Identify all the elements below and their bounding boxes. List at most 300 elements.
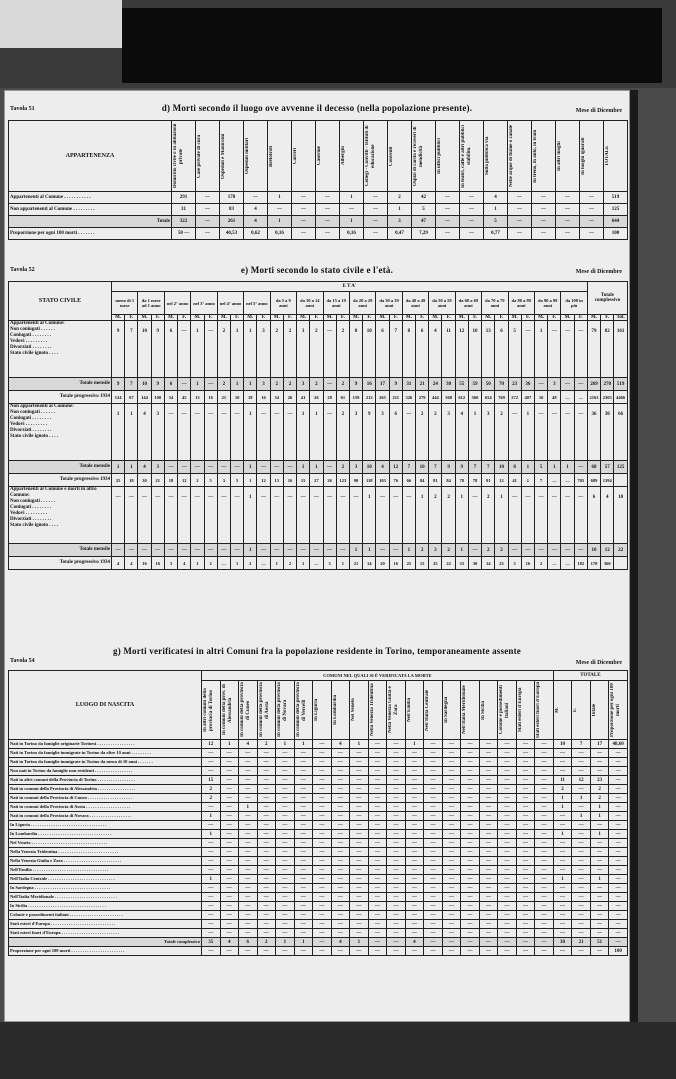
table-cell: 12 (572, 776, 591, 785)
column-header (220, 121, 244, 192)
table-cell: — (239, 866, 258, 875)
table-cell: — (553, 848, 572, 857)
table-cell: — (516, 785, 535, 794)
table-cell: 25 (112, 474, 125, 487)
table-cell: — (442, 749, 461, 758)
row-label: In Liguria . . . . . . . . . . . . . . . . . . . . . . . . . . . . . . . . . . (9, 821, 202, 830)
table-cell: — (498, 794, 517, 803)
sex-header-f: F. (495, 315, 508, 321)
table-cell: — (164, 544, 177, 557)
table-cell: — (313, 875, 332, 884)
table-cell: — (297, 487, 310, 544)
row-label: Nati in comuni della Provincia di Cuneo . . . . . . . . . . . . . . . . . . . . (9, 794, 202, 803)
table-row (9, 830, 628, 839)
table-cell: — (572, 866, 591, 875)
table-cell: — (574, 321, 587, 378)
table-cell: 48,60 (609, 740, 628, 749)
column-header (202, 681, 221, 740)
table-cell: — (313, 812, 332, 821)
table-cell: — (202, 911, 221, 920)
column-header (364, 121, 388, 192)
table-cell: 123 (336, 474, 349, 487)
totale-progressivo-row (9, 557, 628, 570)
table-cell: 9 (151, 378, 164, 391)
table-cell: 1 (572, 812, 591, 821)
table-cell: — (368, 785, 387, 794)
table-cell: 21 (416, 378, 429, 391)
table-cell: — (331, 884, 350, 893)
table-cell: — (368, 938, 387, 947)
table-cell: — (244, 192, 268, 204)
table-cell: 84 (442, 474, 455, 487)
table-cell: — (239, 794, 258, 803)
table-cell: — (424, 830, 443, 839)
tavola-52-number: Tavola 52 (10, 267, 35, 273)
table-cell: — (461, 929, 480, 938)
table-cell: — (461, 875, 480, 884)
table-cell: — (331, 767, 350, 776)
table-cell: — (442, 776, 461, 785)
table-cell: — (202, 920, 221, 929)
film-border-bottom (0, 1022, 676, 1079)
table-cell: — (387, 938, 406, 947)
column-header (294, 681, 313, 740)
table-cell: — (442, 839, 461, 848)
sex-header-m: M. (244, 315, 257, 321)
table-cell: — (535, 758, 554, 767)
table-cell: — (220, 821, 239, 830)
block-label-line: Divorziati . . . . . . . . (10, 345, 52, 350)
column-header-label: Conventi (389, 146, 394, 166)
table-cell: 12 (495, 474, 508, 487)
table-cell: — (405, 920, 424, 929)
table-cell: — (479, 866, 498, 875)
table-cell: — (297, 544, 310, 557)
table-cell: — (331, 920, 350, 929)
table-cell: — (220, 857, 239, 866)
table-cell: 7 (125, 321, 138, 378)
table-cell: 15 (416, 557, 429, 570)
table-row (9, 794, 628, 803)
table-cell: 322 (172, 216, 196, 228)
tavola-51-section (4, 90, 630, 250)
table-cell: — (276, 830, 295, 839)
table-cell: — (424, 857, 443, 866)
row-label: Nel Veneto . . . . . . . . . . . . . . . . . . . . . . . . . . . . . . . . . . (9, 839, 202, 848)
column-header-label: Domicilio civile o in abitazioni private (173, 123, 184, 189)
table-cell: 4 (138, 461, 151, 474)
table-cell: 15 (297, 474, 310, 487)
table-cell: 9 (363, 404, 376, 461)
table-cell: — (294, 794, 313, 803)
table-cell: — (590, 920, 609, 929)
table-cell: 26 (283, 391, 296, 404)
table-cell: — (548, 474, 561, 487)
table-cell: — (498, 758, 517, 767)
table-cell: — (257, 839, 276, 848)
table-cell: 644 (604, 216, 628, 228)
table-cell: 1 (553, 803, 572, 812)
table-cell: — (276, 902, 295, 911)
table-cell: — (331, 803, 350, 812)
table-cell: — (516, 740, 535, 749)
tavola-52-title: e) Morti secondo lo stato civile e l'età. (240, 265, 394, 275)
header-row (9, 282, 628, 292)
table-cell: — (498, 893, 517, 902)
sex-header-f: F. (151, 315, 164, 321)
table-cell: 705 (574, 474, 587, 487)
table-cell: 100 (609, 947, 628, 956)
table-cell: 2 (482, 487, 495, 544)
table-cell: — (461, 803, 480, 812)
table-cell: — (276, 911, 295, 920)
table-cell: 78 (455, 474, 468, 487)
table-row (9, 821, 628, 830)
table-cell: — (310, 487, 323, 544)
table-cell: — (294, 839, 313, 848)
block-label-line: Stato civile ignoto . . . . (10, 351, 59, 356)
totale-progressivo-label: Totale progressivo 1934 (9, 391, 112, 404)
column-header-label: Ospedali militari (245, 137, 250, 175)
table-cell: 31 (402, 378, 415, 391)
table-cell: 12 (455, 321, 468, 378)
table-cell: — (498, 947, 517, 956)
table-row (9, 875, 628, 884)
table-cell: — (572, 920, 591, 929)
table-cell: — (442, 866, 461, 875)
table-cell: — (125, 544, 138, 557)
table-cell: 182 (574, 557, 587, 570)
table-cell: — (138, 487, 151, 544)
column-header-label: Collegi - Convitti - Istituti di educazione (365, 125, 376, 187)
table-cell: 1 (561, 461, 574, 474)
header-row (9, 671, 628, 681)
row-label: Totale (9, 216, 172, 228)
table-cell: — (405, 767, 424, 776)
table-cell: — (368, 740, 387, 749)
table-cell: — (387, 920, 406, 929)
table-cell: — (368, 758, 387, 767)
table-cell: 30 (553, 938, 572, 947)
table-cell: 4 (455, 404, 468, 461)
table-cell: — (572, 911, 591, 920)
table-cell: — (498, 830, 517, 839)
table-cell: — (516, 839, 535, 848)
table-cell: 4 (376, 461, 389, 474)
table-row (9, 938, 628, 947)
table-cell: 3 (548, 378, 561, 391)
table-cell: 261 (220, 216, 244, 228)
table-cell: — (424, 875, 443, 884)
table-cell: — (178, 404, 191, 461)
totale-progressivo-label: Totale progressivo 1934 (9, 557, 112, 570)
table-cell: — (548, 404, 561, 461)
table-cell: — (479, 875, 498, 884)
row-label: Totale complessivo (9, 938, 202, 947)
table-cell: 3 (164, 557, 177, 570)
table-cell: — (498, 776, 517, 785)
table-cell: 10 (138, 378, 151, 391)
table-cell: 42 (412, 192, 436, 204)
table-cell: 1 (297, 557, 310, 570)
table-cell: — (498, 803, 517, 812)
age-group-header: da 30 a 39 anni (376, 292, 402, 315)
table-cell: — (498, 812, 517, 821)
table-cell: — (331, 830, 350, 839)
sex-header-m: M. (138, 315, 151, 321)
table-cell: — (313, 866, 332, 875)
block-label-line: Non coniugati . . . . . . (10, 327, 55, 332)
table-cell: — (461, 911, 480, 920)
table-cell: — (387, 767, 406, 776)
table-cell: — (535, 794, 554, 803)
table-cell: — (350, 839, 369, 848)
table-cell: 31 (172, 204, 196, 216)
table-cell: 2 (416, 544, 429, 557)
column-header-label: In Lombardia (332, 694, 338, 726)
table-cell: — (276, 875, 295, 884)
table-cell: 2 (388, 192, 412, 204)
table-cell: — (230, 404, 243, 461)
column-header (276, 681, 295, 740)
table-cell: — (553, 767, 572, 776)
table-cell: 272 (508, 391, 521, 404)
table-cell: — (257, 461, 270, 474)
table-cell: 2 (442, 487, 455, 544)
column-header (484, 121, 508, 192)
table-cell: — (257, 875, 276, 884)
table-cell: — (572, 902, 591, 911)
table-cell: 61 (336, 391, 349, 404)
row-label: In Lombardia . . . . . . . . . . . . . . . . . . . . . . . . . . . . . . . . . (9, 830, 202, 839)
table-cell: 3 (151, 461, 164, 474)
table-row (9, 749, 628, 758)
table-cell: — (498, 848, 517, 857)
age-group-header: nel 3° anno (191, 292, 217, 315)
age-group-header: da 5 a 9 anni (270, 292, 296, 315)
table-cell: — (138, 544, 151, 557)
table-row (9, 911, 628, 920)
table-cell: — (561, 487, 574, 544)
block-label-line: Stato civile ignoto . . . . (10, 434, 59, 439)
table-cell: 3 (349, 461, 362, 474)
tavola-52-section (4, 255, 630, 625)
table-cell: — (609, 920, 628, 929)
column-header (172, 121, 196, 192)
table-cell: 3 (297, 321, 310, 378)
table-cell: 3 (429, 544, 442, 557)
table-cell: — (202, 893, 221, 902)
column-header-label: Nell'Italia Centrale (425, 689, 431, 731)
table-cell: — (521, 321, 534, 378)
table-cell: — (230, 487, 243, 544)
table-cell: — (498, 740, 517, 749)
table-cell: — (239, 821, 258, 830)
table-cell: 70 (495, 378, 508, 391)
table-cell: 18 (125, 474, 138, 487)
table-cell: 2 (535, 557, 548, 570)
table-cell: 16 (521, 557, 534, 570)
table-cell: — (202, 749, 221, 758)
age-group-header: da 20 a 29 anni (349, 292, 375, 315)
table-cell: — (424, 884, 443, 893)
table-cell: — (230, 544, 243, 557)
row-label: In Sardegna . . . . . . . . . . . . . . . . . . . . . . . . . . . . . . . . . . (9, 884, 202, 893)
table-cell: 2 (336, 461, 349, 474)
table-cell: 25 (402, 557, 415, 570)
tavola-54-title: g) Morti verificatesi in altri Comuni fra la popolazione residente in Torino, temporaneamente assente (113, 646, 521, 656)
table-cell: 17 (376, 378, 389, 391)
table-cell: 30 (442, 378, 455, 391)
table-cell: 1 (220, 740, 239, 749)
table-cell: — (368, 749, 387, 758)
table-cell: — (553, 866, 572, 875)
table-cell (614, 557, 628, 570)
table-cell: — (516, 830, 535, 839)
table-cell: 2 (283, 321, 296, 378)
table-cell: — (204, 378, 217, 391)
table-cell: — (313, 947, 332, 956)
table-cell: 10 (363, 321, 376, 378)
table-cell: 16 (363, 378, 376, 391)
table-cell: 4 (125, 557, 138, 570)
table-cell: 1 (388, 204, 412, 216)
table-cell: 9 (151, 321, 164, 378)
table-cell: — (461, 785, 480, 794)
table-cell: — (331, 902, 350, 911)
table-cell: — (553, 857, 572, 866)
block-label-line: Divorziati . . . . . . . . (10, 428, 52, 433)
table-cell: — (294, 803, 313, 812)
table-cell: 2 (336, 321, 349, 378)
table-cell: — (508, 487, 521, 544)
row-label: Nell'Italia Centrale . . . . . . . . . . . . . . . . . . . . . . . . . . . . . . (9, 875, 202, 884)
table-cell: — (553, 902, 572, 911)
column-header (590, 681, 609, 740)
column-header (268, 121, 292, 192)
table-cell: — (368, 857, 387, 866)
table-cell: 2 (283, 378, 296, 391)
block-row (9, 321, 628, 378)
table-cell: — (389, 544, 402, 557)
table-cell: 25 (495, 557, 508, 570)
table-cell: — (498, 749, 517, 758)
table-cell: — (516, 893, 535, 902)
table-cell: 2 (442, 544, 455, 557)
table-cell: — (368, 794, 387, 803)
column-header (220, 681, 239, 740)
table-cell: 124 (112, 391, 125, 404)
table-cell: — (498, 911, 517, 920)
column-header (405, 681, 424, 740)
table-cell: 654 (482, 391, 495, 404)
column-header (388, 121, 412, 192)
table-cell: 10 (468, 321, 481, 378)
totale-mensile-label: Totale mensile (9, 378, 112, 391)
table-cell: — (387, 875, 406, 884)
table-cell: 2 (204, 557, 217, 570)
table-cell: — (521, 487, 534, 544)
sex-header-f: F. (548, 315, 561, 321)
table-cell: — (405, 866, 424, 875)
table-cell: — (572, 857, 591, 866)
table-cell: — (479, 803, 498, 812)
table-cell: — (424, 821, 443, 830)
table-cell: — (461, 776, 480, 785)
table-cell: — (461, 947, 480, 956)
table-cell: 1 (495, 487, 508, 544)
table-cell: — (442, 740, 461, 749)
table-cell: 4 (220, 938, 239, 947)
tavola-51-month: Mese di Dicembre (575, 108, 622, 114)
table-cell: — (313, 785, 332, 794)
table-cell: — (350, 893, 369, 902)
table-cell: — (516, 758, 535, 767)
table-cell: — (553, 812, 572, 821)
sex-header-m: M. (323, 315, 336, 321)
column-header-label: In luoghi ignorati (581, 137, 586, 175)
table-cell: 7 (482, 461, 495, 474)
table-cell: 103 (376, 474, 389, 487)
table-cell: — (609, 812, 628, 821)
table-cell: — (220, 911, 239, 920)
table-cell: — (323, 378, 336, 391)
table-cell: — (276, 812, 295, 821)
table-cell: 26 (310, 391, 323, 404)
table-cell: — (516, 803, 535, 812)
table-cell: — (461, 857, 480, 866)
table-row (9, 920, 628, 929)
table-cell: — (498, 884, 517, 893)
table-cell: — (323, 461, 336, 474)
table-cell: — (561, 391, 574, 404)
table-cell: 2 (429, 487, 442, 544)
table-cell: — (609, 848, 628, 857)
table-cell: — (257, 776, 276, 785)
table-row (9, 192, 628, 204)
table-cell: — (516, 857, 535, 866)
table-cell: — (498, 929, 517, 938)
table-cell: — (479, 920, 498, 929)
table-cell: — (461, 902, 480, 911)
table-cell: 1 (350, 938, 369, 947)
table-cell: 1 (416, 487, 429, 544)
table-cell: — (178, 487, 191, 544)
table-cell: 6 (416, 321, 429, 378)
table-cell: 30 (138, 474, 151, 487)
column-header (316, 121, 340, 192)
tavola-51-title: d) Morti secondo il luogo ove avvenne il decesso (nella popolazione presente). (161, 103, 473, 113)
table-cell: 1 (244, 404, 257, 461)
column-header-stato-civile: STATO CIVILE (9, 282, 112, 321)
column-header-label: Colonie e possedimenti italiani (499, 685, 511, 735)
table-cell: — (508, 544, 521, 557)
table-cell: 12 (202, 740, 221, 749)
table-cell: 41 (508, 474, 521, 487)
table-cell: 2 (202, 785, 221, 794)
table-cell: 1 (276, 740, 295, 749)
table-cell: 407 (521, 391, 534, 404)
table-cell: — (498, 902, 517, 911)
sex-header-f: F. (521, 315, 534, 321)
table-cell: — (276, 920, 295, 929)
table-cell: — (220, 884, 239, 893)
table-cell: 270 (601, 378, 614, 391)
table-cell: — (479, 794, 498, 803)
table-cell: — (313, 794, 332, 803)
row-label: Stati esteri d'Europa . . . . . . . . . . . . . . . . . . . . . . . . . . . . . (9, 920, 202, 929)
age-group-header: nel 5° anno (244, 292, 270, 315)
